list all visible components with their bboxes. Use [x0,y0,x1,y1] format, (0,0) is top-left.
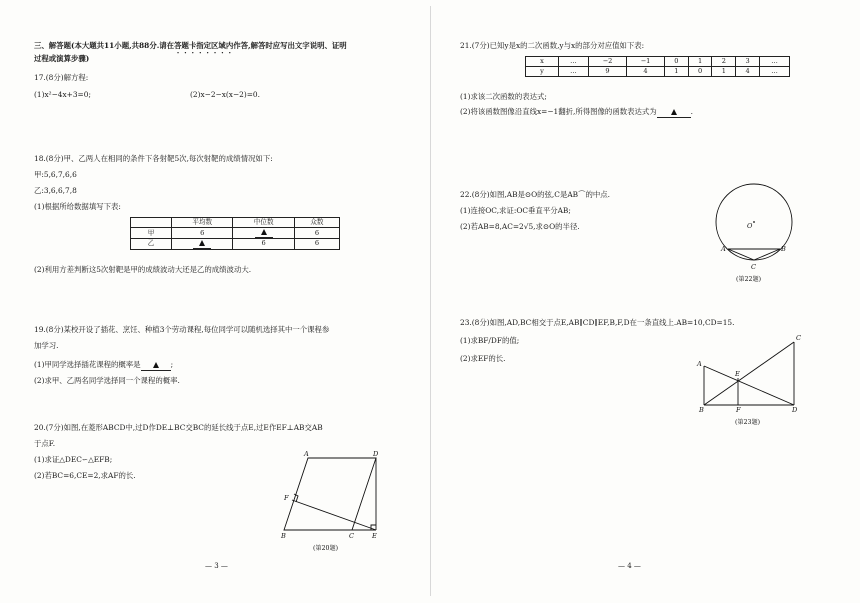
q20-intro-line2: 于点F. [34,439,56,448]
section-heading-part1: 三、解答题(本大题共11小题,共88分.请在 [34,41,175,50]
y-cell: 0 [688,67,712,77]
q18-intro: 18.(8分)甲、乙两人在相同的条件下各射靶5次,每次射靶的成绩情况如下: [34,154,273,163]
y-cell: … [759,67,789,77]
q19-part2: (2)求甲、乙两名同学选择同一个课程的概率. [34,376,180,385]
y-cell: 1 [664,67,688,77]
q23-part1: (1)求BF/DF的值; [460,336,520,345]
table-header-cell: 众数 [294,218,339,228]
y-cell: … [559,67,589,77]
cell-median: 6 [233,238,294,249]
page-number-4: — 4 — [618,562,641,570]
segment-ad [704,366,794,405]
q20-part2: (2)若BC=6,CE=2,求AF的长. [34,471,136,480]
q23-caption: (第23题) [735,419,761,426]
label-e: E [372,532,377,540]
q17-part2: (2)x−2−x(x−2)=0. [190,90,260,99]
table-header-cell: 中位数 [233,218,294,228]
label-f: F [736,406,741,414]
q19-intro: 19.(8分)某校开设了插花、烹饪、种植3个劳动课程,每位同学可以随机选择其中一个课程参 [34,325,330,334]
page-number-3: — 3 — [205,562,228,570]
cell-mode: 6 [294,228,339,239]
x-cell: −2 [588,57,626,67]
label-b: B [781,245,786,253]
q23-intro: 23.(8分)如图,AD,BC相交于点E,AB∥CD∥EF,B,F,D在一条直线上.AB=10,CD=15. [460,318,735,327]
q19-intro-line2: 加学习. [34,341,59,350]
label-d: D [792,406,798,414]
label-o: O [747,222,753,230]
x-cell: 1 [688,57,712,67]
y-cell: 9 [588,67,626,77]
label-c: C [751,263,757,271]
label-a: A [697,360,702,368]
row-label-y: y [526,67,559,77]
q19-part1-text: (1)甲同学选择插花课程的概率是 [34,360,141,369]
label-e: E [735,370,740,378]
q21-part2-end: . [690,107,694,116]
x-cell: … [559,57,589,67]
q18-jia-scores: 甲:5,6,7,6,6 [34,170,77,179]
row-name: 乙 [131,238,172,249]
y-cell: 1 [712,67,736,77]
cell-mean: 6 [172,228,233,239]
label-a: A [304,450,309,458]
label-f: F [284,494,289,502]
x-cell: 0 [664,57,688,67]
q22-part1: (1)连接OC,求证:OC垂直平分AB; [460,206,571,215]
q23-part2: (2)求EF的长. [460,354,506,363]
right-column [430,0,860,603]
q17-part1: (1)x²−4x+3=0; [34,90,91,99]
label-a: A [721,245,726,253]
q18-part1: (1)根据所给数据填写下表: [34,202,121,211]
q17-title: 17.(8分)解方程: [34,73,89,82]
y-cell: 4 [626,67,664,77]
q23-similar-triangles-figure [430,0,860,603]
section-heading-line2: 过程或演算步骤) [34,54,90,63]
section-heading-part2: 作答,解答时应写出文字说明、证明 [233,41,347,50]
x-cell: −1 [626,57,664,67]
q21-intro: 21.(7分)已知y是x的二次函数,y与x的部分对应值如下表: [460,41,645,50]
q20-part1: (1)求证△DEC∽△EFB; [34,455,113,464]
q20-intro: 20.(7分)如图,在菱形ABCD中,过D作DE⊥BC交BC的延长线于点E,过E作EF⊥AB交AB [34,423,323,432]
q18-yi-scores: 乙:3,6,6,7,8 [34,186,77,195]
q22-intro: 22.(8分)如图,AB是⊙O的弦,C是AB⌒的中点. [460,190,611,199]
cell-mode: 6 [294,238,339,249]
segment-ef [292,500,376,530]
table-header-cell: 平均数 [172,218,233,228]
rhombus-abcd [284,458,376,530]
row-label-x: x [526,57,559,67]
q21-part1: (1)求该二次函数的表达式; [460,92,547,101]
q18-part2: (2)利用方差判断这5次射靶是甲的成绩波动大还是乙的成绩波动大. [34,265,252,274]
q22-part2: (2)若AB=8,AC=2√5,求⊙O的半径. [460,222,580,231]
q20-caption: (第20题) [313,545,339,552]
section-heading-dotted: 答题卡指定区域内 [174,41,234,50]
q22-caption: (第22题) [736,276,762,283]
q19-part1-end: ; [170,360,174,369]
label-c: C [349,532,355,540]
row-name: 甲 [131,228,172,239]
y-cell: 4 [736,67,760,77]
x-cell: … [759,57,789,67]
label-c: C [796,334,802,342]
q21-part2-text: (2)将该函数图像沿直线x=−1翻折,所得图像的函数表达式为 [460,107,657,116]
label-b: B [699,406,704,414]
label-d: D [373,450,379,458]
label-b: B [281,532,286,540]
x-cell: 3 [736,57,760,67]
x-cell: 2 [712,57,736,67]
segment-bc [704,342,794,405]
